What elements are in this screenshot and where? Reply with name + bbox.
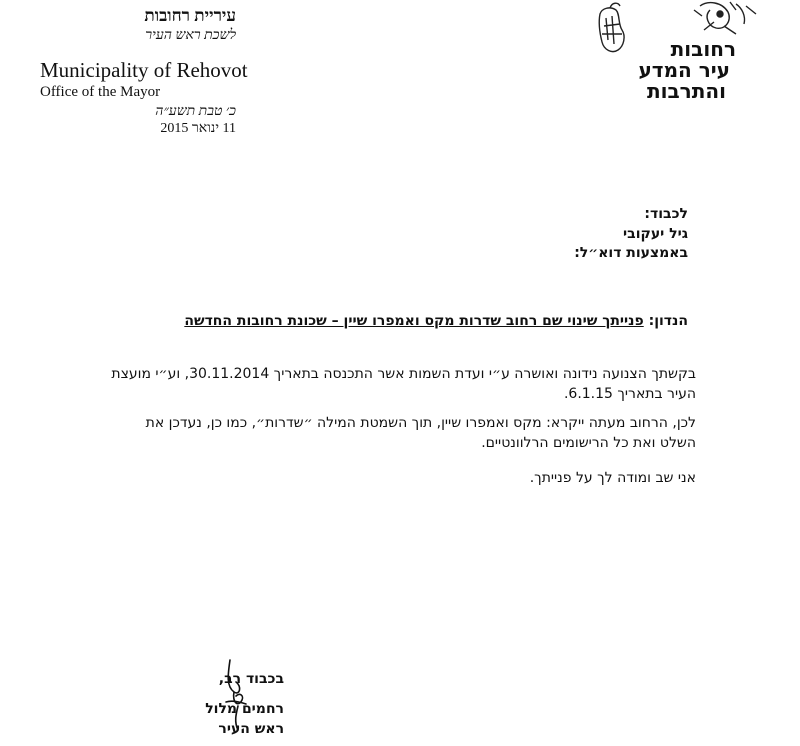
logo-text-line3: והתרבות xyxy=(646,79,726,103)
office-hebrew-name: לשכת ראש העיר xyxy=(145,28,236,43)
city-logo xyxy=(596,0,764,108)
signatory-name: רחמים מלול xyxy=(205,701,284,717)
signatory-title: ראש העיר xyxy=(218,721,284,737)
municipality-hebrew-name: עיריית רחובות xyxy=(144,6,236,25)
body-paragraph-1: בקשתך הצנועה נידונה ואושרה ע״י ועדת השמות אשר התכנסה בתאריך 30.11.2014, וע״י מועצת העיר בתאריך 6.1.15. xyxy=(111,366,696,402)
addressee-name: גיל יעקובי xyxy=(623,226,688,242)
office-english-name: Office of the Mayor xyxy=(40,84,161,100)
subject-label: הנדון: xyxy=(648,313,688,329)
delivery-method: באמצעות דוא״ל: xyxy=(574,245,688,261)
body-paragraph-2: לכן, הרחוב מעתה ייקרא: מקס ואמפרו שיין, תוך השמטת המילה ״שדרות״, כמו כן, נעדכן את השלט ואת כל הרישומים הרלוונטיים. xyxy=(145,415,696,451)
addressee-label: לכבוד: xyxy=(644,206,688,222)
body-paragraph-3: אני שב ומודה לך על פנייתך. xyxy=(529,470,696,486)
closing-phrase: בכבוד רב, xyxy=(218,671,284,687)
hebrew-date: כ׳ טבת תשע״ה xyxy=(155,104,236,119)
subject-line xyxy=(184,313,688,329)
gregorian-date: 11 ינואר 2015 xyxy=(160,121,236,136)
logo-text-line1: רחובות xyxy=(670,37,736,61)
logo-text-line2: עיר המדע xyxy=(638,58,730,82)
subject-text: פנייתך שינוי שם רחוב שדרות מקס ואמפרו שיין – שכונת רחובות החדשה xyxy=(184,313,644,329)
municipality-english-name: Municipality of Rehovot xyxy=(40,58,248,82)
